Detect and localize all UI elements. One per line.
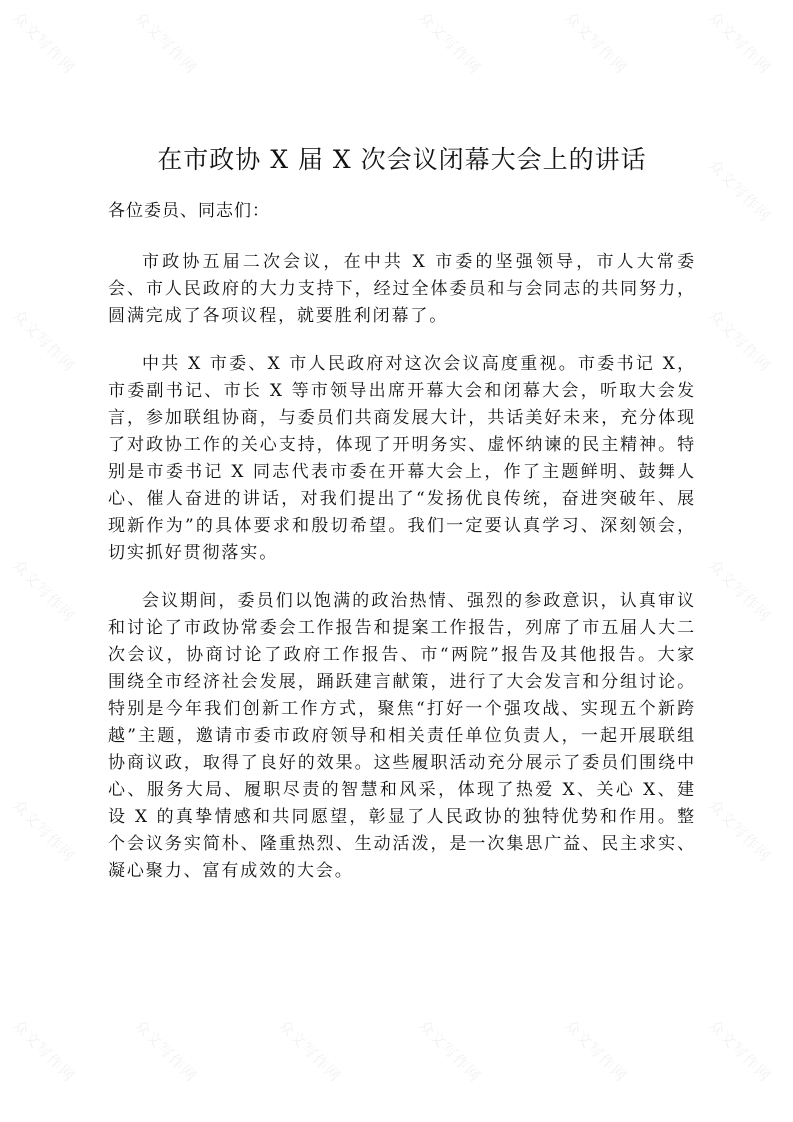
document-title: 在市政协 X 届 X 次会议闭幕大会上的讲话 — [157, 145, 647, 174]
watermark: 众文写作网 — [705, 8, 775, 78]
watermark: 众文写作网 — [415, 8, 485, 78]
watermark: 众文写作网 — [705, 556, 775, 626]
watermark: 众文写作网 — [415, 1016, 485, 1086]
watermark: 众文写作网 — [275, 1016, 345, 1086]
watermark: 众文写作网 — [705, 156, 775, 226]
document-body — [108, 140, 696, 885]
watermark: 众文写作网 — [9, 1016, 79, 1086]
watermark: 众文写作网 — [705, 1016, 775, 1086]
watermark: 众文写作网 — [9, 306, 79, 376]
salutation: 各位委员、同志们： — [108, 201, 270, 221]
paragraph: 市政协五届二次会议，在中共 X 市委的坚强领导，市人大常委会、市人民政府的大力支持下，经过全体委员和与会同志的共同努力，圆满完成了各项议程，就要胜利闭幕了。 — [108, 252, 696, 326]
watermark: 众文写作网 — [561, 8, 631, 78]
watermark: 众文写作网 — [705, 306, 775, 376]
watermark: 众文写作网 — [9, 556, 79, 626]
watermark: 众文写作网 — [705, 796, 775, 866]
watermark: 众文写作网 — [131, 8, 201, 78]
watermark: 众文写作网 — [561, 1016, 631, 1086]
paragraph: 中共 X 市委、X 市人民政府对这次会议高度重视。市委书记 X，市委副书记、市长 X 等市领导出席开幕大会和闭幕大会，听取大会发言，参加联组协商，与委员们共商发展大计，共话美好未来，充分体现了对政协工作的关心支持，体现了开明务实、虚怀纳谏的民主精神。特别是市委书记 X 同志代表市委在开幕大会上，作了主题鲜明、鼓舞人心、催人奋进的讲话，对我们提出了“发扬优良传统，奋进突破年、展现新作为”的具体要求和殷切希望。我们一定要认真学习、深刻领会，切实抓好贯彻落实。 — [108, 354, 696, 563]
paragraph: 会议期间，委员们以饱满的政治热情、强烈的参政意识，认真审议和讨论了市政协常委会工作报告和提案工作报告，列席了市五届人大二次会议，协商讨论了政府工作报告、市“两院”报告及其他报告。大家围绕全市经济社会发展，踊跃建言献策，进行了大会发言和分组讨论。特别是今年我们创新工作方式，聚焦“打好一个强攻战、实现五个新跨越”主题，邀请市委市政府领导和相关责任单位负责人，一起开展联组协商议政，取得了良好的效果。这些履职活动充分展示了委员们围绕中心、服务大局、履职尽责的智慧和风采，体现了热爱 X、关心 X、建设 X 的真挚情感和共同愿望，彰显了人民政协的独特优势和作用。整个会议务实简朴、隆重热烈、生动活泼，是一次集思广益、民主求实、凝心聚力、富有成效的大会。 — [108, 591, 696, 881]
watermark: 众文写作网 — [9, 8, 79, 78]
watermark: 众文写作网 — [9, 796, 79, 866]
watermark: 众文写作网 — [131, 1016, 201, 1086]
